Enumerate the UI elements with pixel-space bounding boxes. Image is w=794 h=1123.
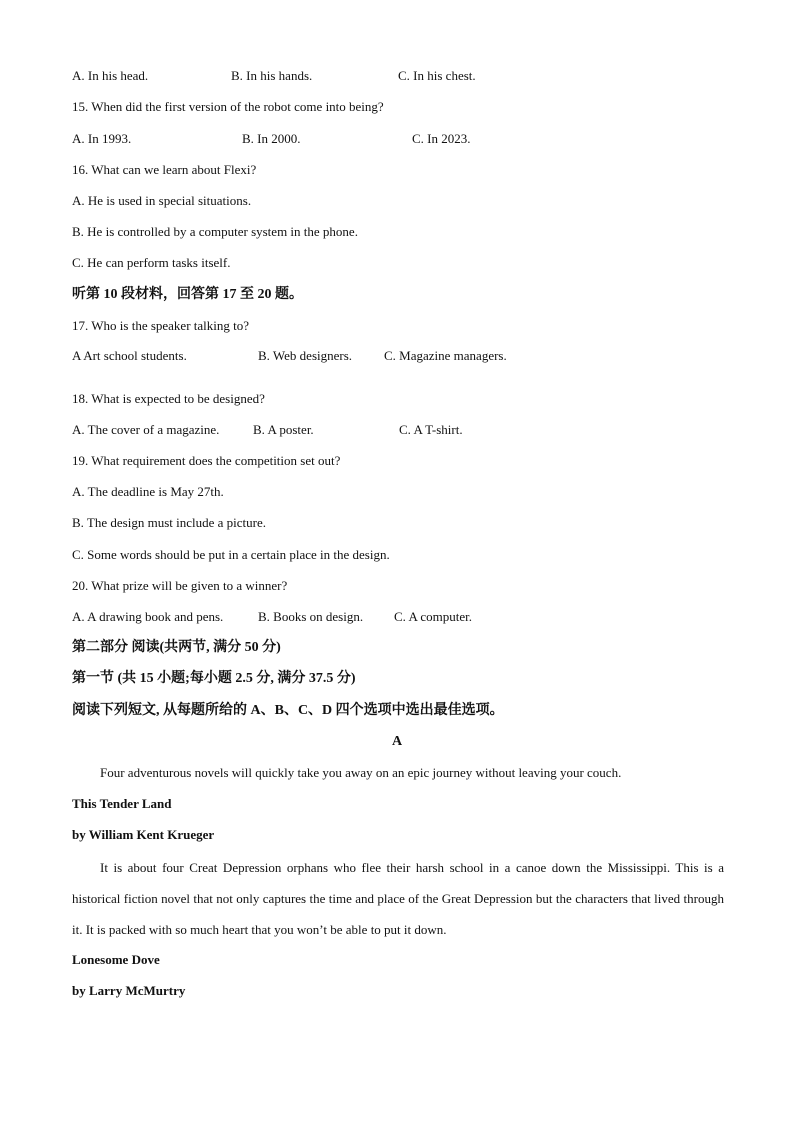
q18-option-a: A. The cover of a magazine. bbox=[72, 422, 220, 437]
reading-instruction: 阅读下列短文, 从每题所给的 A、B、C、D 四个选项中选出最佳选项。 bbox=[72, 703, 504, 718]
section-1-heading: 第一节 (共 15 小题;每小题 2.5 分, 满分 37.5 分) bbox=[72, 671, 356, 686]
q15-option-b: B. In 2000. bbox=[242, 131, 301, 146]
part-2-heading: 第二部分 阅读(共两节, 满分 50 分) bbox=[72, 640, 281, 655]
book-1-description: It is about four Creat Depression orphans who flee their harsh school in a canoe down the Mississippi. This is a historical fiction novel that not only captures the time and place of the Great Depression but the characters that lived through it. It is packed with so much heart that you won’t be able to put it down. bbox=[72, 860, 724, 937]
q19-option-b: B. The design must include a picture. bbox=[72, 515, 266, 530]
q15-option-a: A. In 1993. bbox=[72, 131, 132, 146]
q14-option-a: A. In his head. bbox=[72, 68, 149, 83]
book-1-title: This Tender Land bbox=[72, 796, 172, 811]
section-10-heading: 听第 10 段材料，回答第 17 至 20 题。 bbox=[72, 287, 303, 302]
q16-stem: 16. What can we learn about Flexi? bbox=[72, 162, 257, 177]
q17-stem: 17. Who is the speaker talking to? bbox=[72, 318, 250, 333]
passage-label: A bbox=[391, 734, 403, 749]
q20-option-c: C. A computer. bbox=[394, 609, 472, 624]
q17-option-b: B. Web designers. bbox=[258, 348, 353, 363]
q16-option-b: B. He is controlled by a computer system in the phone. bbox=[72, 224, 358, 239]
q18-option-c: C. A T-shirt. bbox=[399, 422, 463, 437]
q17-option-a: A Art school students. bbox=[72, 348, 187, 363]
q19-stem: 19. What requirement does the competition set out? bbox=[72, 453, 341, 468]
q20-stem: 20. What prize will be given to a winner? bbox=[72, 578, 288, 593]
book-1-author: by William Kent Krueger bbox=[72, 827, 215, 842]
q17-option-c: C. Magazine managers. bbox=[384, 348, 507, 363]
q15-option-c: C. In 2023. bbox=[412, 131, 471, 146]
book-2-title: Lonesome Dove bbox=[72, 952, 160, 967]
q18-option-b: B. A poster. bbox=[253, 422, 314, 437]
q18-stem: 18. What is expected to be designed? bbox=[72, 391, 265, 406]
q20-option-a: A. A drawing book and pens. bbox=[72, 609, 224, 624]
q16-option-a: A. He is used in special situations. bbox=[72, 193, 252, 208]
q19-option-c: C. Some words should be put in a certain place in the design. bbox=[72, 547, 390, 562]
q14-option-b: B. In his hands. bbox=[231, 68, 313, 83]
q19-option-a: A. The deadline is May 27th. bbox=[72, 484, 224, 499]
q14-option-c: C. In his chest. bbox=[398, 68, 476, 83]
q20-option-b: B. Books on design. bbox=[258, 609, 364, 624]
passage-intro: Four adventurous novels will quickly take you away on an epic journey without leaving your couch. bbox=[100, 765, 622, 780]
book-2-author: by Larry McMurtry bbox=[72, 983, 186, 998]
q16-option-c: C. He can perform tasks itself. bbox=[72, 255, 231, 270]
q15-stem: 15. When did the first version of the robot come into being? bbox=[72, 99, 384, 114]
